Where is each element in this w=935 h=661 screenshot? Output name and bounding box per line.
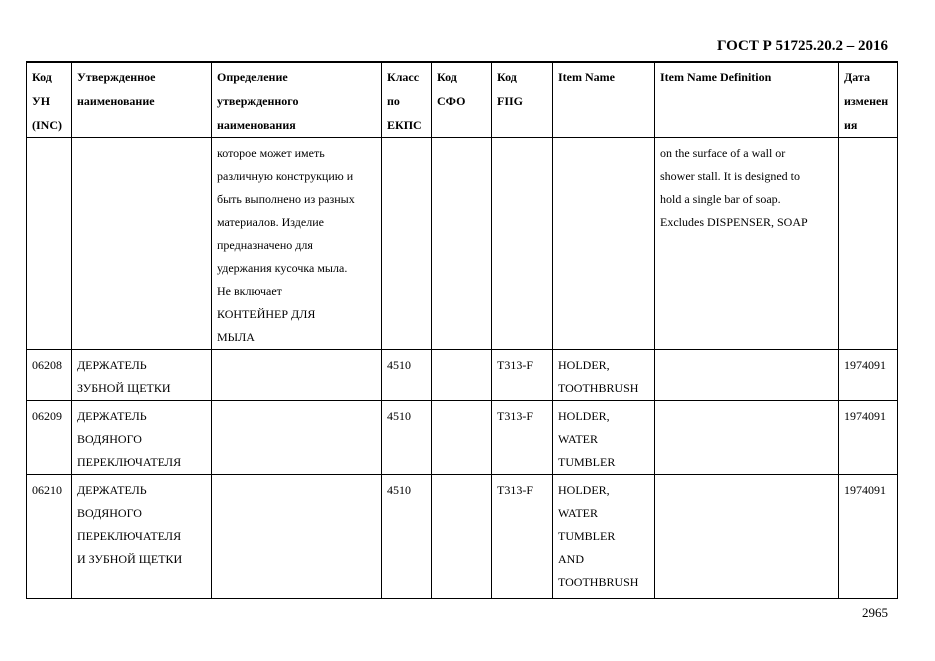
column-header-inc: Код УН (INC)	[27, 62, 72, 138]
table-row	[27, 350, 898, 401]
cell-fiig: T313-F	[492, 475, 553, 599]
cell-date: 1974091	[839, 350, 898, 401]
cell-date	[839, 138, 898, 350]
cell-date: 1974091	[839, 401, 898, 475]
column-header-sfo: Код СФО	[432, 62, 492, 138]
cell-fiig: T313-F	[492, 350, 553, 401]
cell-definition	[212, 350, 382, 401]
cell-definition	[212, 401, 382, 475]
cell-item-name: HOLDER, WATER TUMBLER	[553, 401, 655, 475]
document-title: ГОСТ Р 51725.20.2 – 2016	[716, 38, 888, 54]
cell-fiig: T313-F	[492, 401, 553, 475]
column-header-item-definition: Item Name Definition	[655, 62, 839, 138]
cell-inc	[27, 138, 72, 350]
cell-inc: 06210	[27, 475, 72, 599]
cell-date: 1974091	[839, 475, 898, 599]
table-row	[27, 475, 898, 599]
cell-approved-name: ДЕРЖАТЕЛЬ ВОДЯНОГО ПЕРЕКЛЮЧАТЕЛЯ	[72, 401, 212, 475]
cell-item-definition	[655, 401, 839, 475]
column-header-fiig: Код FIIG	[492, 62, 553, 138]
cell-approved-name	[72, 138, 212, 350]
table-header-row	[27, 62, 898, 138]
column-header-approved-name: Утвержденное наименование	[72, 62, 212, 138]
table-row	[27, 401, 898, 475]
cell-item-definition	[655, 475, 839, 599]
cell-sfo	[432, 401, 492, 475]
cell-class: 4510	[382, 350, 432, 401]
table-row	[27, 138, 898, 350]
column-header-definition: Определение утвержденного наименования	[212, 62, 382, 138]
cell-class: 4510	[382, 475, 432, 599]
cell-definition: которое может иметь различную конструкцию и быть выполнено из разных материалов. Изделие предназначено для удержания кусочка мыла. Не включает КОНТЕЙНЕР ДЛЯ МЫЛА	[212, 138, 382, 350]
cell-item-name	[553, 138, 655, 350]
cell-definition	[212, 475, 382, 599]
cell-class	[382, 138, 432, 350]
cell-item-name: HOLDER, WATER TUMBLER AND TOOTHBRUSH	[553, 475, 655, 599]
column-header-class: Класс по ЕКПС	[382, 62, 432, 138]
cell-approved-name: ДЕРЖАТЕЛЬ ВОДЯНОГО ПЕРЕКЛЮЧАТЕЛЯ И ЗУБНОЙ ЩЕТКИ	[72, 475, 212, 599]
cell-item-definition: on the surface of a wall or shower stall. It is designed to hold a single bar of soap. Excludes DISPENSER, SOAP	[655, 138, 839, 350]
cell-item-name: HOLDER, TOOTHBRUSH	[553, 350, 655, 401]
column-header-date: Дата изменен ия	[839, 62, 898, 138]
page-number: 2965	[862, 605, 888, 620]
cell-inc: 06208	[27, 350, 72, 401]
cell-sfo	[432, 350, 492, 401]
cell-fiig	[492, 138, 553, 350]
cell-approved-name: ДЕРЖАТЕЛЬ ЗУБНОЙ ЩЕТКИ	[72, 350, 212, 401]
cell-inc: 06209	[27, 401, 72, 475]
catalog-table	[26, 61, 898, 599]
cell-sfo	[432, 475, 492, 599]
cell-sfo	[432, 138, 492, 350]
cell-class: 4510	[382, 401, 432, 475]
cell-item-definition	[655, 350, 839, 401]
column-header-item-name: Item Name	[553, 62, 655, 138]
